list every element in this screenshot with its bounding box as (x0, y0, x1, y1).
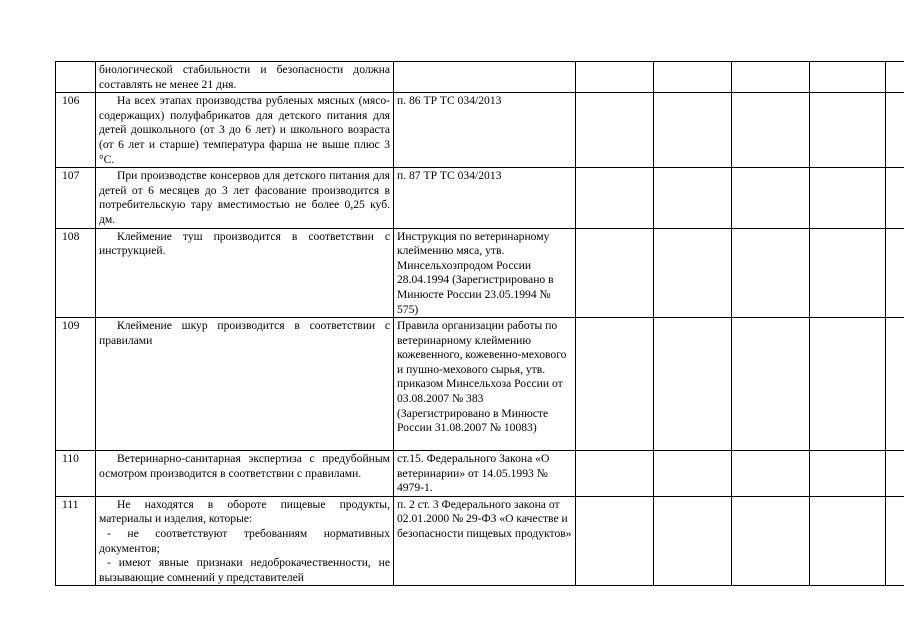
empty-cell (886, 228, 904, 318)
empty-cell (576, 168, 654, 228)
empty-cell (886, 318, 904, 451)
empty-cell (654, 228, 732, 318)
empty-cell (810, 496, 886, 586)
row-number: 109 (56, 318, 96, 451)
legal-reference: ст.15. Федерального Закона «О ветеринарии» от 14.05.1993 № 4979-1. (394, 451, 576, 497)
empty-cell (886, 496, 904, 586)
row-number (56, 62, 96, 93)
empty-cell (732, 228, 810, 318)
legal-reference: п. 2 ст. 3 Федерального закона от 02.01.2000 № 29-ФЗ «О качестве и безопасности пищевых продуктов» (394, 496, 576, 586)
empty-cell (654, 93, 732, 168)
empty-cell (576, 93, 654, 168)
legal-reference: п. 86 ТР ТС 034/2013 (394, 93, 576, 168)
requirement-text: Ветеринарно-санитарная экспертиза с предубойным осмотром производится в соответствии с правилами. (96, 451, 394, 497)
row-number: 110 (56, 451, 96, 497)
table-row (56, 318, 904, 451)
empty-cell (732, 93, 810, 168)
table-row (56, 93, 904, 168)
table-row (56, 451, 904, 497)
row-number: 111 (56, 496, 96, 586)
empty-cell (810, 318, 886, 451)
row-number: 108 (56, 228, 96, 318)
empty-cell (810, 168, 886, 228)
table-row (56, 62, 904, 93)
requirement-text: биологической стабильности и безопасности должна составлять не менее 21 дня. (96, 62, 394, 93)
empty-cell (810, 62, 886, 93)
table-row (56, 168, 904, 228)
legal-reference: Инструкция по ветеринарному клеймению мяса, утв. Минсельхозпродом России 28.04.1994 (Зарегистрировано в Минюсте России 23.05.1994 № 575) (394, 228, 576, 318)
empty-cell (810, 228, 886, 318)
empty-cell (654, 496, 732, 586)
empty-cell (732, 62, 810, 93)
requirement-text: Клеймение туш производится в соответствии с инструкцией. (96, 228, 394, 318)
empty-cell (576, 451, 654, 497)
empty-cell (654, 62, 732, 93)
requirement-text: Не находятся в обороте пищевые продукты, материалы и изделия, которые: - не соответствуют требованиям нормативных документов; - имеют явные признаки недоброкачественности, не вызывающие сомнений у представителей (96, 496, 394, 586)
empty-cell (810, 451, 886, 497)
empty-cell (654, 451, 732, 497)
empty-cell (732, 451, 810, 497)
empty-cell (576, 228, 654, 318)
empty-cell (732, 168, 810, 228)
table-row (56, 228, 904, 318)
table-row (56, 496, 904, 586)
requirement-text: При производстве консервов для детского питания для детей от 6 месяцев до 3 лет фасование производится в потребительскую тару вместимостью не более 0,25 куб. дм. (96, 168, 394, 228)
empty-cell (732, 496, 810, 586)
empty-cell (886, 451, 904, 497)
row-number: 106 (56, 93, 96, 168)
empty-cell (732, 318, 810, 451)
requirement-text: На всех этапах производства рубленых мясных (мясо-содержащих) полуфабрикатов для детского питания для детей дошкольного (от 3 до 6 лет) и школьного возраста (от 6 лет и старше) температура фарша не выше плюс 3 °C. (96, 93, 394, 168)
legal-reference (394, 62, 576, 93)
empty-cell (886, 168, 904, 228)
requirement-text: Клеймение шкур производится в соответствии с правилами (96, 318, 394, 451)
empty-cell (810, 93, 886, 168)
empty-cell (576, 62, 654, 93)
empty-cell (576, 496, 654, 586)
requirements-table (55, 61, 904, 586)
empty-cell (886, 62, 904, 93)
empty-cell (654, 168, 732, 228)
row-number: 107 (56, 168, 96, 228)
empty-cell (886, 93, 904, 168)
legal-reference: п. 87 ТР ТС 034/2013 (394, 168, 576, 228)
empty-cell (576, 318, 654, 451)
legal-reference: Правила организации работы по ветеринарному клеймению кожевенного, кожевенно-мехового и пушно-мехового сырья, утв. приказом Минсельхоза России от 03.08.2007 № 383 (Зарегистрировано в Минюсте России 31.08.2007 № 10083) (394, 318, 576, 451)
empty-cell (654, 318, 732, 451)
